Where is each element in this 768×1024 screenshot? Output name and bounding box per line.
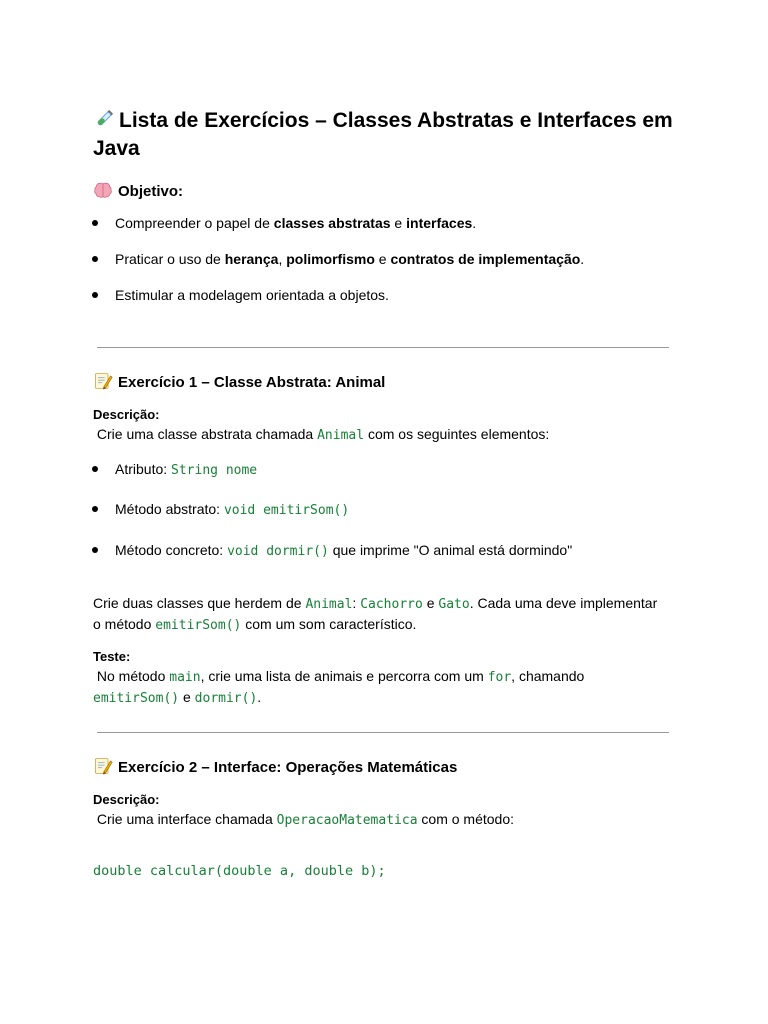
exercise-1-test-text-line-2: emitirSom() e dormir(). — [93, 689, 262, 706]
list-item: Estimular a modelagem orientada a objetos. — [115, 287, 389, 303]
page-title-text: Lista de Exercícios – Classes Abstratas e Interfaces em Java — [93, 109, 673, 160]
list-item: Método abstrato: void emitirSom() — [115, 499, 349, 521]
exercise-2-heading-text: Exercício 2 – Interface: Operações Matemáticas — [118, 759, 458, 776]
list-item: Praticar o uso de herança, polimorfismo e contratos de implementação. — [115, 251, 585, 267]
exercise-1-heading-block — [93, 371, 385, 393]
objective-heading — [93, 180, 183, 202]
exercise-1-description-label: Descrição: — [93, 407, 160, 422]
objective-heading-block — [93, 180, 183, 202]
horizontal-divider — [97, 347, 669, 348]
list-item: Atributo: String nome — [115, 459, 257, 481]
list-item: Método concreto: void dormir() que imprime "O animal está dormindo" — [115, 540, 572, 562]
exercise-1-test-label: Teste: — [93, 649, 131, 664]
exercise-1-paragraph: Crie duas classes que herdem de Animal: Cachorro e Gato. Cada uma deve implementar — [93, 595, 658, 612]
exercise-1-heading-text: Exercício 1 – Classe Abstrata: Animal — [118, 374, 386, 391]
page-title — [93, 107, 683, 163]
exercise-1-heading — [93, 371, 385, 393]
horizontal-divider — [97, 732, 669, 733]
exercise-2-heading — [93, 756, 457, 778]
exercise-2-description: Crie uma interface chamada OperacaoMatematica com o método: — [93, 811, 515, 828]
objective-heading-text: Objetivo: — [118, 183, 184, 200]
exercise-2-description-label: Descrição: — [93, 792, 160, 807]
exercise-2-heading-block — [93, 756, 457, 778]
page-title-block — [93, 107, 683, 163]
exercise-1-paragraph-line-2: o método emitirSom() com um som característico. — [93, 616, 417, 633]
memo-icon — [93, 371, 113, 391]
brain-icon — [93, 180, 113, 200]
memo-icon — [93, 756, 113, 776]
list-item: Compreender o papel de classes abstratas e interfaces. — [115, 215, 477, 231]
test-tube-icon — [93, 108, 115, 130]
exercise-1-description: Crie uma classe abstrata chamada Animal com os seguintes elementos: — [93, 426, 550, 443]
code-block: double calcular(double a, double b); — [93, 863, 386, 879]
exercise-1-test-text: No método main, crie uma lista de animais e percorra com um for, chamando — [93, 668, 585, 685]
